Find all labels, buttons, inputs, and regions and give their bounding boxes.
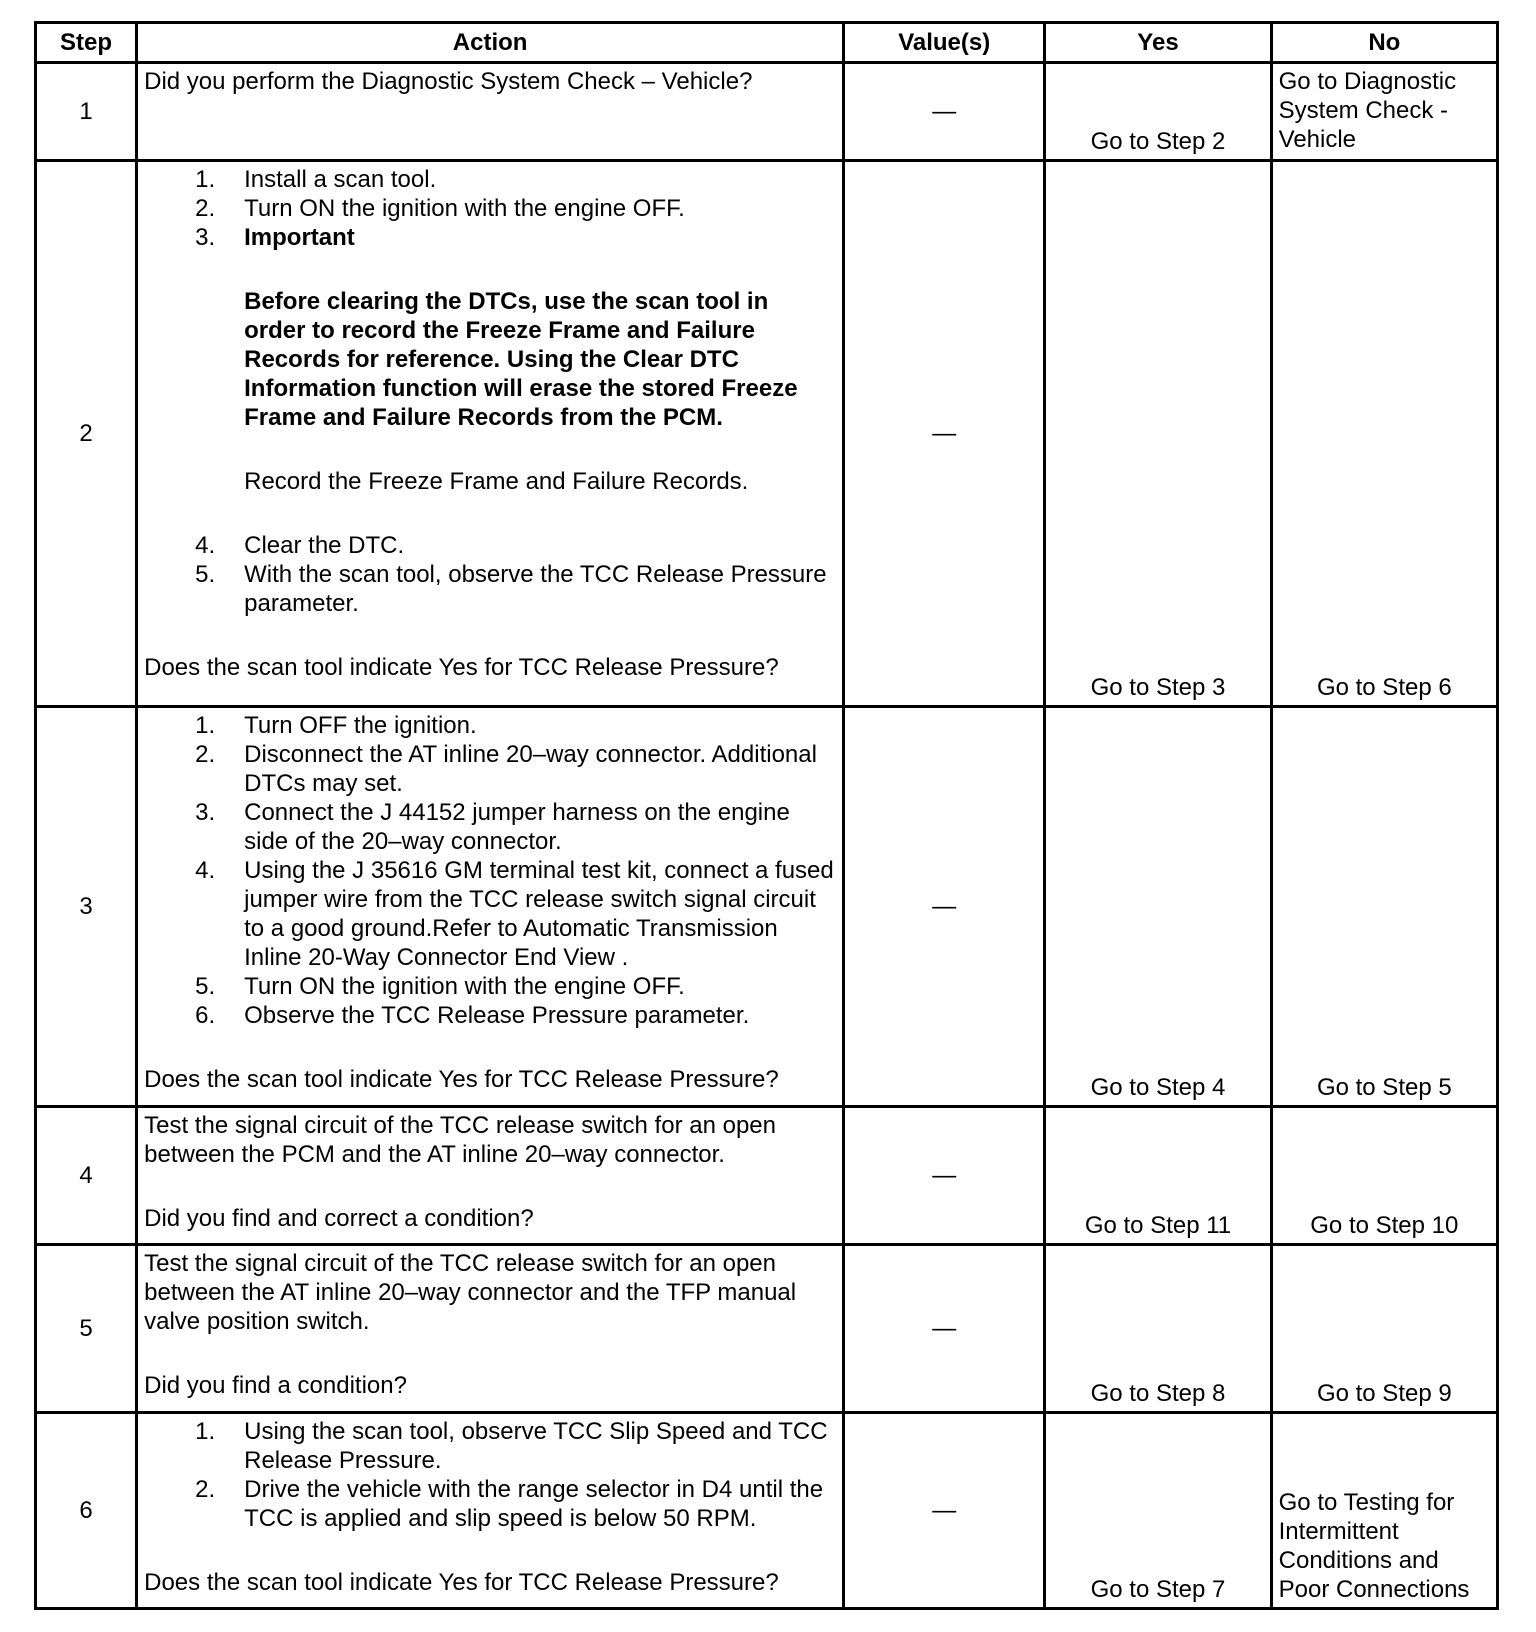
step-number: 5	[36, 1245, 137, 1413]
table-row	[36, 1107, 1498, 1245]
yes-cell: Go to Step 3	[1045, 161, 1271, 707]
action-cell	[137, 707, 844, 1107]
action-question: Does the scan tool indicate Yes for TCC Release Pressure?	[144, 1569, 779, 1596]
yes-cell: Go to Step 11	[1045, 1107, 1271, 1245]
table-row	[36, 1245, 1498, 1413]
action-text: Did you perform the Diagnostic System Check – Vehicle?	[144, 68, 753, 95]
action-question: Did you find a condition?	[144, 1372, 407, 1399]
action-steps	[144, 711, 836, 1065]
important-note: Before clearing the DTCs, use the scan tool in order to record the Freeze Frame and Failure Records for reference. Using the Clear DTC Information function will erase the stored Freeze Frame and Failure Records from the PCM.	[244, 288, 798, 431]
table-row	[36, 161, 1498, 707]
no-cell: Go to Testing for Intermittent Conditions and Poor Connections	[1271, 1413, 1497, 1609]
table-row	[36, 63, 1498, 161]
list-item: 2. Turn ON the ignition with the engine OFF.	[195, 195, 685, 222]
value-cell: —	[844, 161, 1045, 707]
no-cell: Go to Step 10	[1271, 1107, 1497, 1245]
value-cell: —	[844, 707, 1045, 1107]
action-question: Does the scan tool indicate Yes for TCC Release Pressure?	[144, 654, 779, 681]
step-number: 1	[36, 63, 137, 161]
action-text: Test the signal circuit of the TCC release switch for an open between the AT inline 20–way connector and the TFP manual valve position switch.	[144, 1250, 797, 1335]
important-label: Important	[244, 224, 355, 251]
step-number: 3	[36, 707, 137, 1107]
header-step: Step	[36, 23, 137, 63]
no-cell: Go to Step 6	[1271, 161, 1497, 707]
table-row	[36, 1413, 1498, 1609]
header-action: Action	[137, 23, 844, 63]
list-item: 1. Using the scan tool, observe TCC Slip Speed and TCC Release Pressure.	[195, 1418, 828, 1474]
no-cell: Go to Step 9	[1271, 1245, 1497, 1413]
header-yes: Yes	[1045, 23, 1271, 63]
table-row	[36, 707, 1498, 1107]
step-number: 2	[36, 161, 137, 707]
list-item: 3. Important	[144, 223, 836, 252]
value-cell: —	[844, 1413, 1045, 1609]
yes-cell: Go to Step 7	[1045, 1413, 1271, 1609]
value-cell: —	[844, 1107, 1045, 1245]
action-steps	[144, 1417, 836, 1568]
action-cell	[137, 1413, 844, 1609]
list-item: 1. Turn OFF the ignition.	[195, 712, 477, 739]
action-cell	[137, 1245, 844, 1413]
list-item: 4. Using the J 35616 GM terminal test kit, connect a fused jumper wire from the TCC release switch signal circuit to a good ground.Refer to Automatic Transmission Inline 20-Way Connector End View .	[195, 857, 834, 971]
step-number: 4	[36, 1107, 137, 1245]
header-no: No	[1271, 23, 1497, 63]
no-cell: Go to Diagnostic System Check - Vehicle	[1271, 63, 1497, 161]
yes-cell: Go to Step 8	[1045, 1245, 1271, 1413]
action-cell	[137, 161, 844, 707]
list-item: 5. Turn ON the ignition with the engine OFF.	[195, 973, 685, 1000]
action-cell	[137, 1107, 844, 1245]
header-row	[36, 23, 1498, 63]
diagnostic-table	[34, 21, 1499, 1610]
list-item: 2. Drive the vehicle with the range selector in D4 until the TCC is applied and slip speed is below 50 RPM.	[195, 1476, 824, 1532]
header-values: Value(s)	[844, 23, 1045, 63]
list-item: 2. Disconnect the AT inline 20–way connector. Additional DTCs may set.	[195, 741, 817, 797]
no-cell: Go to Step 5	[1271, 707, 1497, 1107]
list-item: 5. With the scan tool, observe the TCC Release Pressure parameter.	[195, 561, 827, 617]
list-item: 6. Observe the TCC Release Pressure parameter.	[195, 1002, 750, 1029]
list-item: 4. Clear the DTC.	[195, 532, 405, 559]
action-question: Does the scan tool indicate Yes for TCC Release Pressure?	[144, 1066, 779, 1093]
value-cell: —	[844, 63, 1045, 161]
step-number: 6	[36, 1413, 137, 1609]
list-item: Record the Freeze Frame and Failure Records.	[244, 468, 749, 495]
action-question: Did you find and correct a condition?	[144, 1205, 534, 1232]
action-cell	[137, 63, 844, 161]
list-item: 3. Connect the J 44152 jumper harness on the engine side of the 20–way connector.	[195, 799, 790, 855]
value-cell: —	[844, 1245, 1045, 1413]
action-text: Test the signal circuit of the TCC release switch for an open between the PCM and the AT inline 20–way connector.	[144, 1112, 776, 1168]
yes-cell: Go to Step 2	[1045, 63, 1271, 161]
yes-cell: Go to Step 4	[1045, 707, 1271, 1107]
action-steps	[144, 165, 836, 653]
list-item: 1. Install a scan tool.	[195, 166, 437, 193]
